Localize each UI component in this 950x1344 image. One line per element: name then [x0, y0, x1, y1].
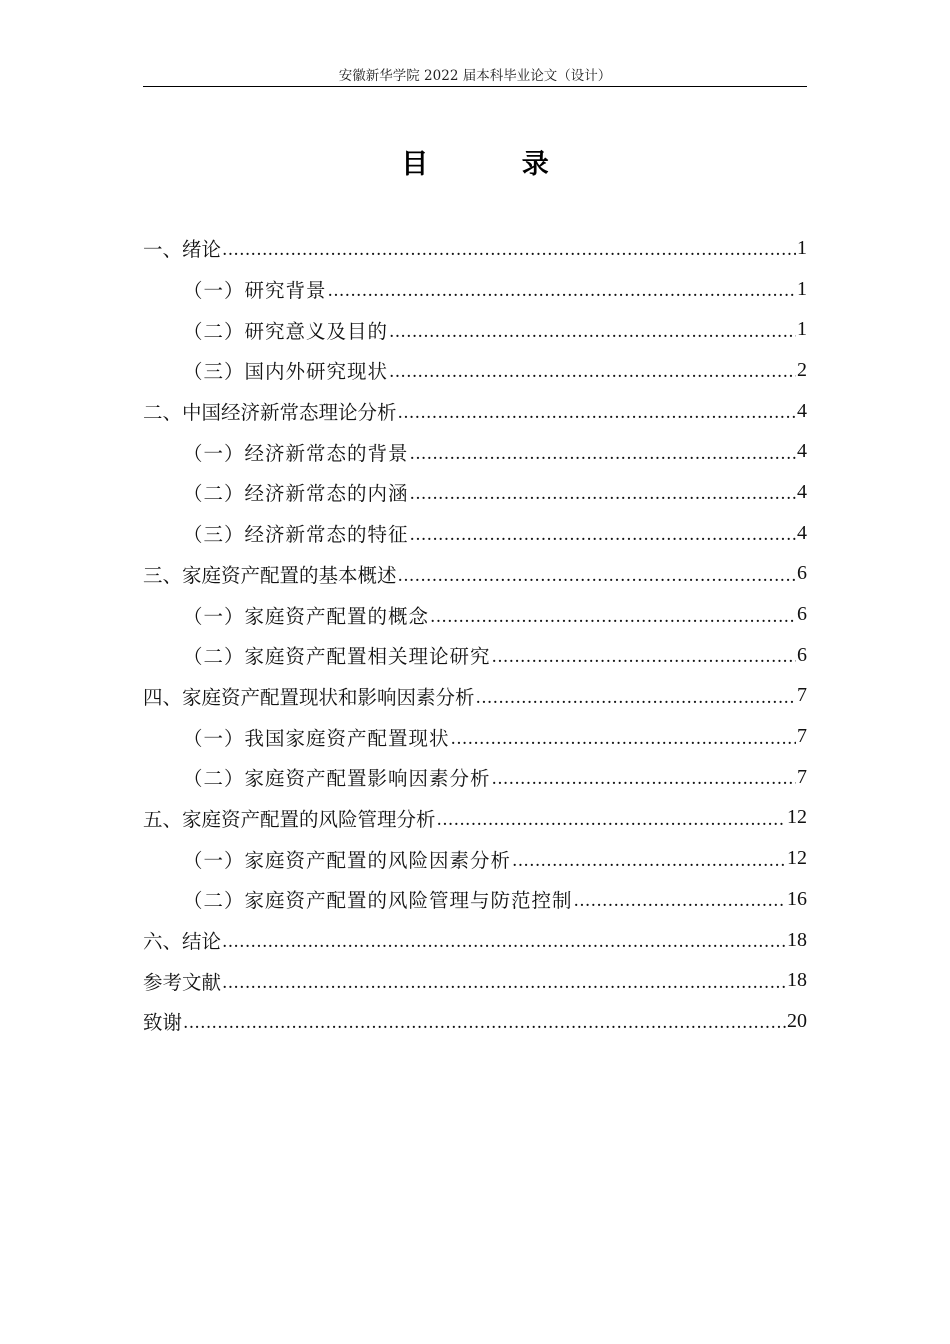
toc-section-entry[interactable]: [143, 879, 807, 920]
toc-chapter-entry[interactable]: [143, 1001, 807, 1042]
toc-page-number: 6: [797, 562, 807, 585]
toc-chapter-entry[interactable]: [143, 920, 807, 961]
table-of-contents: [143, 228, 807, 1042]
dot-leader: [398, 566, 796, 586]
toc-page-number: 7: [797, 765, 807, 788]
toc-chapter-entry[interactable]: [143, 960, 807, 1001]
dot-leader: [389, 322, 796, 342]
toc-page-number: 4: [797, 440, 807, 463]
dot-leader: [410, 444, 796, 464]
dot-leader: [183, 1013, 786, 1033]
toc-page-number: 1: [797, 318, 807, 341]
dot-leader: [476, 688, 796, 708]
toc-page-number: 12: [787, 806, 807, 829]
dot-leader: [492, 647, 796, 667]
toc-page-number: 16: [787, 887, 807, 910]
dot-leader: [492, 769, 796, 789]
toc-page-number: 4: [797, 480, 807, 503]
dot-leader: [398, 403, 796, 423]
toc-entry-label: （三）经济新常态的特征: [183, 523, 409, 547]
toc-page-number: 6: [797, 603, 807, 626]
toc-entry-label: 二、中国经济新常态理论分析: [143, 401, 397, 425]
dot-leader: [512, 851, 786, 871]
toc-page-number: 4: [797, 521, 807, 544]
dot-leader: [437, 810, 786, 830]
dot-leader: [574, 891, 786, 911]
toc-entry-label: （二）家庭资产配置相关理论研究: [183, 645, 491, 669]
dot-leader: [222, 240, 796, 260]
toc-page-number: 2: [797, 358, 807, 381]
toc-section-entry[interactable]: [143, 757, 807, 798]
running-header: 安徽新华学院 2022 届本科毕业论文（设计）: [338, 68, 612, 84]
dot-leader: [222, 932, 786, 952]
toc-entry-label: 五、家庭资产配置的风险管理分析: [143, 807, 436, 831]
toc-entry-label: （一）研究背景: [183, 279, 327, 303]
dot-leader: [389, 362, 796, 382]
toc-page-number: 7: [797, 725, 807, 748]
toc-page-number: 18: [787, 928, 807, 951]
toc-entry-label: （二）研究意义及目的: [183, 319, 389, 343]
toc-section-entry[interactable]: [143, 716, 807, 757]
header-rule: [143, 86, 807, 87]
toc-section-entry[interactable]: [143, 472, 807, 513]
toc-section-entry[interactable]: [143, 309, 807, 350]
toc-entry-label: 三、家庭资产配置的基本概述: [143, 563, 397, 587]
dot-leader: [328, 281, 796, 301]
toc-page-number: 20: [787, 1009, 807, 1032]
toc-section-entry[interactable]: [143, 838, 807, 879]
dot-leader: [430, 607, 796, 627]
toc-entry-label: 一、绪论: [143, 238, 222, 262]
toc-chapter-entry[interactable]: [143, 228, 807, 269]
toc-section-entry[interactable]: [143, 431, 807, 472]
toc-chapter-entry[interactable]: [143, 554, 807, 595]
toc-section-entry[interactable]: [143, 513, 807, 554]
toc-entry-label: （二）家庭资产配置的风险管理与防范控制: [183, 889, 573, 913]
toc-chapter-entry[interactable]: [143, 798, 807, 839]
toc-section-entry[interactable]: [143, 635, 807, 676]
toc-entry-label: （二）经济新常态的内涵: [183, 482, 409, 506]
toc-page-number: 18: [787, 969, 807, 992]
toc-chapter-entry[interactable]: [143, 676, 807, 717]
page-title: 目 录: [401, 149, 591, 180]
toc-entry-label: （一）我国家庭资产配置现状: [183, 726, 450, 750]
toc-chapter-entry[interactable]: [143, 391, 807, 432]
toc-entry-label: 六、结论: [143, 930, 222, 954]
toc-page-number: 6: [797, 643, 807, 666]
toc-section-entry[interactable]: [143, 269, 807, 310]
toc-entry-label: （一）家庭资产配置的概念: [183, 604, 430, 628]
dot-leader: [410, 484, 796, 504]
dot-leader: [451, 729, 796, 749]
dot-leader: [410, 525, 796, 545]
toc-page-number: 7: [797, 684, 807, 707]
toc-entry-label: （三）国内外研究现状: [183, 360, 389, 384]
toc-entry-label: （一）经济新常态的背景: [183, 441, 409, 465]
toc-page-number: 1: [797, 236, 807, 259]
toc-page-number: 12: [787, 847, 807, 870]
dot-leader: [222, 973, 786, 993]
toc-entry-label: （一）家庭资产配置的风险因素分析: [183, 848, 512, 872]
toc-entry-label: 四、家庭资产配置现状和影响因素分析: [143, 685, 475, 709]
toc-entry-label: （二）家庭资产配置影响因素分析: [183, 767, 491, 791]
toc-page-number: 4: [797, 399, 807, 422]
toc-entry-label: 致谢: [143, 1011, 183, 1035]
toc-section-entry[interactable]: [143, 594, 807, 635]
toc-section-entry[interactable]: [143, 350, 807, 391]
toc-entry-label: 参考文献: [143, 970, 222, 994]
toc-page-number: 1: [797, 277, 807, 300]
